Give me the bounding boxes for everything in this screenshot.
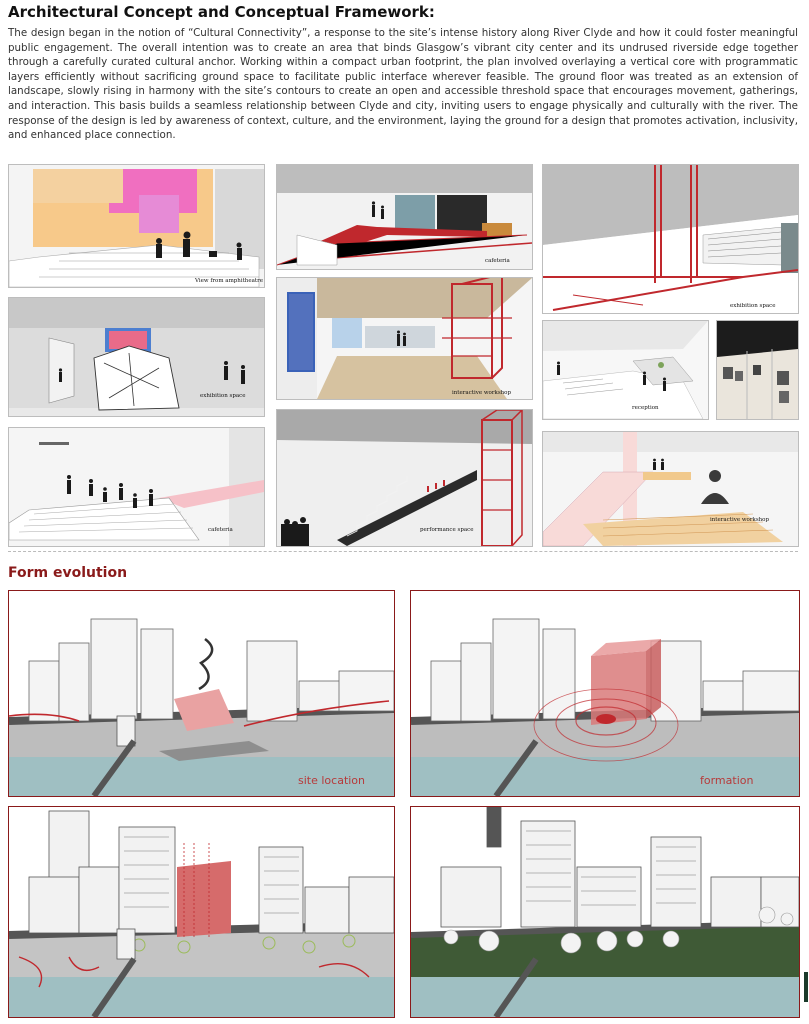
edge-marker [804, 972, 808, 1002]
caption-view-amphitheatre: View from amphitheatre [195, 278, 263, 284]
sketch-exhibition-right [542, 164, 799, 314]
caption-performance-space: performance space [420, 527, 474, 533]
caption-cafeteria-top: cafeteria [485, 258, 510, 264]
caption-site-location: site location [298, 774, 366, 787]
page-title: Architectural Concept and Conceptual Framework: [8, 3, 435, 21]
sketch-performance-space [276, 409, 533, 547]
sketch-exhibition-left [8, 297, 265, 417]
caption-exhibition-right: exhibition space [730, 303, 776, 309]
caption-exhibition-left: exhibition space [200, 393, 246, 399]
evolution-step-site-location [8, 590, 395, 797]
evolution-step-formation [410, 590, 800, 797]
caption-formation: formation [700, 774, 754, 787]
caption-cafeteria-left: cafeteria [208, 527, 233, 533]
evolution-step-4 [410, 806, 800, 1018]
sketch-cafeteria-top [276, 164, 533, 270]
caption-interactive-workshop-right: interactive workshop [710, 517, 770, 523]
section-divider [8, 551, 798, 552]
caption-interactive-workshop-mid: interactive workshop [452, 390, 512, 396]
sketch-interactive-workshop-mid [276, 277, 533, 400]
sketch-interactive-workshop-right [542, 431, 799, 547]
caption-reception: reception [632, 405, 659, 411]
concept-paragraph: The design began in the notion of “Cultural Connectivity”, a response to the site’s intense history along River Clyde and how it could foster meaningful public engagement. The overall intention was to create an area that binds Glasgow’s vibrant city center and its undrused riverside edge together through a carefully curated cultural anchor. Working within a compact urban footprint, the plan involved overlaying a vertical core with programmatic layers efficiently without sacrificing ground space to facilitate public interface wherever feasible. The ground floor was treated as an extension of landscape, slowly rising in harmony with the site’s contours to create an open and accessible threshold space that encourages movement, gatherings, and interaction. This basis builds a seamless relationship between Clyde and city, inviting users to engage physically and culturally with the river. The response of the design is led by awareness of context, culture, and the environment, laying the ground for a design that promotes activation, inclusivity, and enhanced place connection. [8, 27, 798, 142]
evolution-step-3 [8, 806, 395, 1018]
sketch-gallery-photo [716, 320, 799, 420]
sketch-view-amphitheatre [8, 164, 265, 288]
form-evolution-heading: Form evolution [8, 565, 128, 581]
sketch-reception [542, 320, 709, 420]
